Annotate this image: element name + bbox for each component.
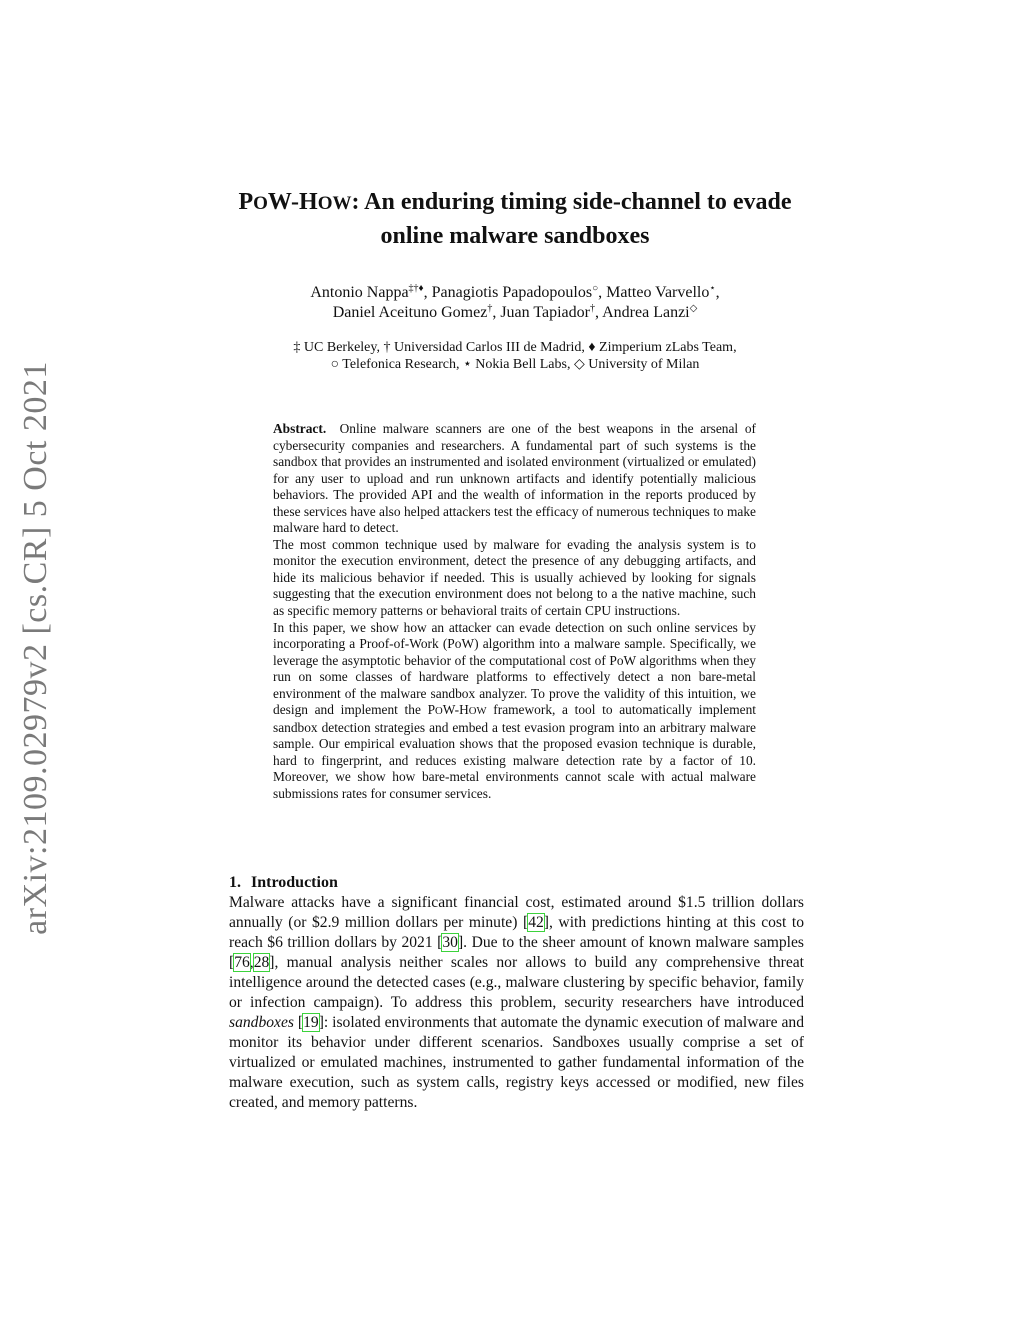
section-heading-introduction [229,873,338,893]
section-title: Introduction [251,874,338,891]
pow-how-name-p: P [427,702,436,718]
title-line-2: online malware sandboxes [380,223,650,249]
citation-link-19[interactable]: 19 [303,1014,319,1031]
title-rest: : An enduring timing side-channel to evade [351,189,792,215]
affiliations [180,339,850,373]
abstract-paragraph-2: The most common technique used by malware for evading the analysis system is to monitor the execution environment, detect the presence of any debugging artifacts, and hide its malicious behavior if needed. This is usually achieved by looking for signals suggesting that the execution environment does not belong to a the native machine, such as specific memory patterns or behavioral traits of certain CPU instructions. [273,536,756,619]
author-varvello-mark: ⋆ [709,283,716,294]
citation-link-42[interactable]: 42 [528,914,544,931]
author-papadopoulos-mark: ○ [592,283,599,294]
author-lanzi-mark: ◇ [689,303,698,314]
title-pow-wh: W-H [267,189,318,215]
author-gomez: Daniel Aceituno Gomez [332,304,488,321]
abstract [273,421,756,803]
title-pow-p: P [238,189,254,215]
author-tapiador-mark: † [589,303,595,314]
pow-how-name-o: O [435,705,443,718]
abstract-paragraph-1 [273,421,756,537]
author-list [180,283,850,323]
affiliation-line-2: ○ Telefonica Research, ⋆ Nokia Bell Labs, ◇ University of Milan [330,357,700,372]
arxiv-identifier-text: arXiv:2109.02979v2 [cs.CR] 5 Oct 2021 [17,361,54,935]
pow-how-name-wh: W-H [442,702,469,718]
intro-text-2: ], with predictions hinting at this cost to reach $6 trillion dollars by 2021 [ [229,914,805,951]
introduction-body [229,893,804,1113]
citation-link-30[interactable]: 30 [442,934,458,951]
arxiv-identifier-stamp [8,361,64,935]
intro-text-6: ]: isolated environments that automate the dynamic execution of malware and monitor its behavior under different scenarios. Sandboxes usually comprise a set of virtualized or emulated machines, instrumented to gather fundamental information of the malware execution, such as system calls, registry keys accessed or modified, new files created, and memory patterns. [229,1014,804,1111]
abstract-label: Abstract. [273,421,327,436]
affiliation-line-1: ‡ UC Berkeley, † Universidad Carlos III de Madrid, ♦ Zimperium zLabs Team, [293,340,737,355]
author-lanzi: , Andrea Lanzi [594,304,690,321]
paper-title [180,186,850,252]
abstract-text-3: In this paper, we show how an attacker can evade detection on such online services by incorporating a Proof-of-Work (PoW) algorithm into a malware sample. Specifically, we leverage the asymptotic behavior of the computational cost of PoW algorithms when they run on some classes of hardware platforms to effectively detect a non bare-metal environment of the malware sandbox analyzer. To prove the validity of this intuition, we design and implement the [273,619,756,718]
author-gomez-mark: † [487,303,493,314]
author-line-end: , [715,284,720,301]
author-tapiador: , Juan Tapiador [492,304,590,321]
author-papadopoulos: , Panagiotis Papadopoulos [423,284,593,301]
author-nappa: Antonio Nappa [310,284,409,301]
author-varvello: , Matteo Varvello [598,284,710,301]
author-nappa-marks: ‡†♦ [408,283,424,294]
pow-how-name-ow: OW [468,705,487,718]
introduction-paragraph [229,893,804,1113]
title-how-ow: OW [317,193,352,214]
intro-emphasis-sandboxes: sandboxes [229,1014,294,1031]
intro-text-4: ], manual analysis neither scales nor allows to build any comprehensive threat intelligence around the detected cases (e.g., malware clustering by specific behavior, family or infection campaign). To address this problem, security researchers have introduced [229,954,804,1011]
citation-link-76[interactable]: 76 [234,954,250,971]
abstract-paragraph-3 [273,620,756,803]
citation-separator: , [249,954,254,971]
title-pow-o: O [253,193,268,214]
section-number: 1. [229,874,241,891]
intro-text-5: [ [293,1014,304,1031]
abstract-text-1: Online malware scanners are one of the best weapons in the arsenal of cybersecurity companies and researchers. A fundamental part of such systems is the sandbox that provides an instrumented and isolated environment (virtualized or emulated) for any user to upload and run unknown artifacts and identify potentially malicious behaviors. The provided API and the wealth of information in the reports produced by these services have also helped attackers test the efficacy of numerous techniques to make malware hard to detect. [273,421,756,536]
intro-text-1: Malware attacks have a significant financial cost, estimated around $1.5 trillion dollars annually (or $2.9 million dollars per minute) [ [229,894,804,931]
intro-text-3: ]. Due to the sheer amount of known malware samples [ [229,934,804,971]
abstract-text-3-end: framework, a tool to automatically implement sandbox detection strategies and embed a test evasion program into an arbitrary malware sample. Our empirical evaluation shows that the proposed evasion technique is durable, hard to fingerprint, and reduces existing malware detection rate by a factor of 10. Moreover, we show how bare-metal environments cannot scale with actual malware submissions rates for consumer services. [273,702,756,802]
citation-link-28[interactable]: 28 [253,954,270,971]
